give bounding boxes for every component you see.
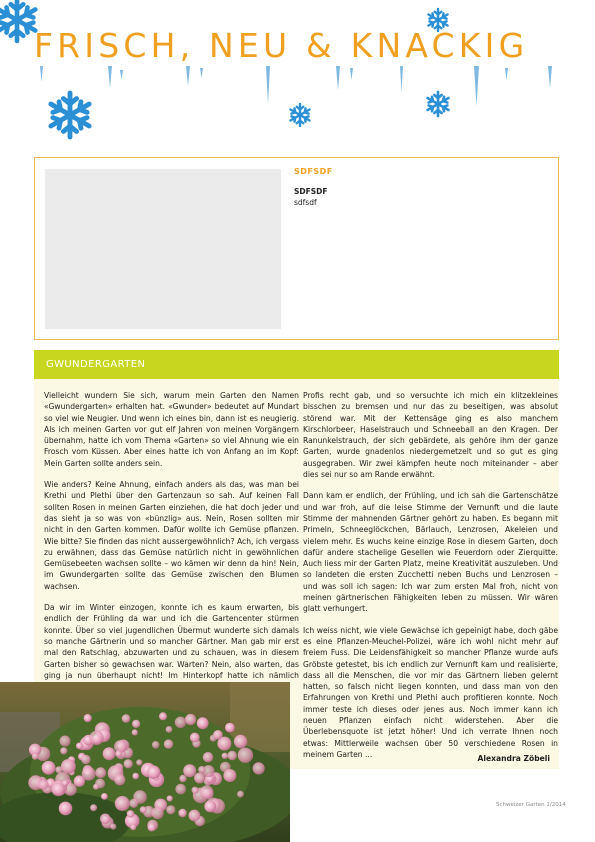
rose-blossom (189, 810, 201, 822)
rose-blossom (59, 802, 73, 816)
paragraph: Da wir im Winter einzogen, konnte ich es kaum erwarten, bis endlich der Frühling da war und ich die Gartencenter stürmen konnte. Über so viel jugendlichen Übermut wunderte sich damals so manche Gärtnerin und so mancher Gärtner. Man gab mir erst mal den Ratschlag, abzuwarten und zu schauen, was in diesem Garten bisher so gewachsen war. Warten? Nein, also warten, das ging ja nun überhaupt nicht! Im Hinterkopf hatte ich nämlich (44, 603, 299, 680)
rose-blossom (204, 801, 216, 813)
rose-blossom (185, 714, 196, 725)
rose-blossom (197, 717, 209, 729)
rose-blossom (114, 774, 125, 785)
rose-blossom (127, 810, 134, 817)
rose-blossom (76, 743, 83, 750)
rose-blossom (237, 791, 244, 798)
paragraph: Wie anders? Keine Ahnung, einfach anders als das, was man bei Krethi und Plethi über den Gartenzaun so sah. Auf keinen Fall sollten Rosen in meinen Garten einziehen, die hat doch jeder und das sieht ja so was von «bünzlig» aus. Nein, Rosen sollten mir nicht in den Garten kommen. Dafür wollte ich Gemüse pflanzen. Wie bitte? Sie finden das nicht aussergewöhnlich? Ach, ich vergass zu erwähnen, dass das Gemüse natürlich nicht in gewöhnlichen Gemüsebeeten wachsen sollte – wo kämen wir denn da hin! Nein, im Gwundergarten sollte das Gemüse zwischen den Blumen wachsen. (44, 480, 299, 591)
rose-blossom (60, 747, 67, 754)
rose-blossom (84, 714, 92, 722)
icicles (40, 66, 552, 106)
rose-blossom (132, 729, 138, 735)
rose-blossom (238, 748, 253, 763)
rose-blossom (222, 753, 228, 759)
info-text: sdfsdf (294, 198, 317, 207)
rose-blossom (51, 783, 65, 797)
rose-blossom (178, 809, 186, 817)
rose-blossom (190, 733, 200, 743)
author-name: Alexandra Zöbeli (477, 754, 550, 763)
page-title: FRISCH, NEU & KNACKIG (34, 26, 529, 65)
rose-blossom (152, 807, 164, 819)
rose-blossom (203, 752, 213, 762)
rose-blossom (147, 766, 160, 779)
rose-blossom (167, 795, 173, 801)
rose-blossom (122, 714, 131, 723)
article-column-left (44, 390, 299, 702)
rose-blossom (95, 767, 106, 778)
rose-blossom (130, 824, 136, 830)
rose-blossom (38, 780, 48, 790)
rose-blossom (60, 736, 71, 747)
rose-blossom (115, 796, 130, 811)
rose-blossom (164, 739, 173, 748)
rose-blossom (103, 747, 116, 760)
rose-blossom (179, 775, 186, 782)
rose-blossom (148, 823, 156, 831)
info-box (34, 157, 559, 340)
rose-blossom (129, 799, 138, 808)
rose-blossom (90, 804, 97, 811)
rose-blossom (183, 764, 196, 777)
paragraph: Vielleicht wundern Sie sich, warum mein Garten den Namen «Gwundergarten» erhalten hat. «Gwunder» bedeutet auf Mundart so viel wie Neugier. Und wenn ich eines bin, dann ist es neugierig. Als ich meinen Garten vor gut elf Jahren von meinen Vorgängern übernahm, hatte ich vom Thema «Garten» so viel Ahnung wie ein Frosch vom Küssen. Aber eines hatte ich von Anfang an im Kopf: Mein Garten sollte anders sein. (44, 391, 299, 468)
section-title: GWUNDERGARTEN (46, 359, 146, 370)
rose-blossom (124, 759, 133, 768)
article-column-right (303, 390, 558, 770)
info-heading: SDFSDF (294, 167, 333, 176)
rose-blossom (200, 785, 214, 799)
rose-blossom (223, 769, 236, 782)
rose-blossom (253, 762, 265, 774)
rose-blossom (100, 814, 111, 825)
rose-blossom (166, 726, 173, 733)
rose-blossom (159, 712, 167, 720)
header-decoration (0, 0, 595, 150)
paragraph: Profis recht gab, und so versuchte ich mich ein klitzekleines bisschen zu bremsen und nur das zu beseitigen, was absolut störend war. Mit der Kettensäge ging es also manchem Kirschlorbeer, Haselstrauch und Schneeball an den Kragen. Der Ranunkelstrauch, der sich gebärdete, als gehöre ihm der ganze Garten, wurde gnadenlos niedergemetzelt und so gut es ging ausgegraben. Wir zwei kämpfen heute noch miteinander – aber dies sei nur so am Rande erwähnt. (303, 391, 558, 480)
rose-blossom (175, 784, 186, 795)
rose-blossom (89, 731, 103, 745)
rose-blossom (32, 753, 39, 760)
rose-blossom (175, 717, 186, 728)
rose-blossom (152, 741, 160, 749)
rose-blossom (228, 751, 237, 760)
rose-blossom (82, 767, 96, 781)
rose-blossom (132, 720, 140, 728)
rose-blossom (166, 805, 175, 814)
rose-blossom (225, 723, 235, 733)
image-placeholder (45, 169, 281, 329)
rose-blossom (198, 766, 205, 773)
rose-blossom (115, 750, 122, 757)
rose-blossom (110, 824, 116, 830)
rose-blossom (194, 773, 205, 784)
rose-garden-photo (0, 682, 290, 842)
rose-blossom (140, 806, 147, 813)
rose-blossom (213, 730, 223, 740)
rose-blossom (81, 755, 90, 764)
rose-blossom (192, 787, 199, 794)
paragraph: Ich weiss nicht, wie viele Gewächse ich gepeinigt habe, doch gäbe es eine Pflanzen-Meuchel-Polizei, wäre ich wohl nicht mehr auf freiem Fuss. Die Leidensfähigkeit so mancher Pflanze wurde aufs Gröbste getestet, bis ich endlich zur Vernunft kam und realisierte, dass all die Menschen, die vor mir das Gärtnern lieben gelernt hatten, so falsch nicht liegen konnten, und dass man von den Erfahrungen von Krethi und Plethi auch profitieren konnte. Noch immer teste ich dieses oder jenes aus. Noch immer kann ich neuen Pflanzen einfach nicht widerstehen. Aber die Überlebensquote ist jetzt höher! Und ich verrate Ihnen noch etwas: Mittlerweile wachsen über 50 verschiedene Rosen in meinem Garten ... (303, 625, 558, 759)
rose-blossom (61, 759, 76, 774)
rose-blossom (42, 761, 56, 775)
info-subheading: SDFSDF (294, 187, 328, 196)
rose-blossom (101, 793, 108, 800)
snowflake-icons (0, 0, 448, 137)
footer-text: Schweizer Garten 1/2014 (496, 802, 566, 808)
rose-blossom (136, 759, 142, 765)
rose-blossom (132, 773, 139, 780)
section-banner (34, 350, 559, 379)
paragraph: Dann kam er endlich, der Frühling, und ich sah die Gartenschätze und war froh, auf die leise Stimme der Vernunft und die laute Stimme der mahnenden Gärtner gehört zu haben. Es begann mit Primeln, Schneeglöckchen, Bärlauch, Lenzrosen, Akeleien und vielem mehr. Es wuchs keine einzige Rose in diesem Garten, doch dafür andere stachelige Gesellen wie Feuerdorn oder Zierquitte. Auch liess mir der Garten Platz, meine Kreativität auszuleben. Und so landeten die ersten Zucchetti neben Buchs und Lenzrosen – und was soll ich sagen: Ich war zum ersten Mal froh, nicht von meinen gärtnerischen Fähigkeiten leben zu müssen. Wir wären glatt verhungert. (303, 491, 558, 614)
rose-blossom (93, 784, 99, 790)
rose-blossom (234, 735, 247, 748)
